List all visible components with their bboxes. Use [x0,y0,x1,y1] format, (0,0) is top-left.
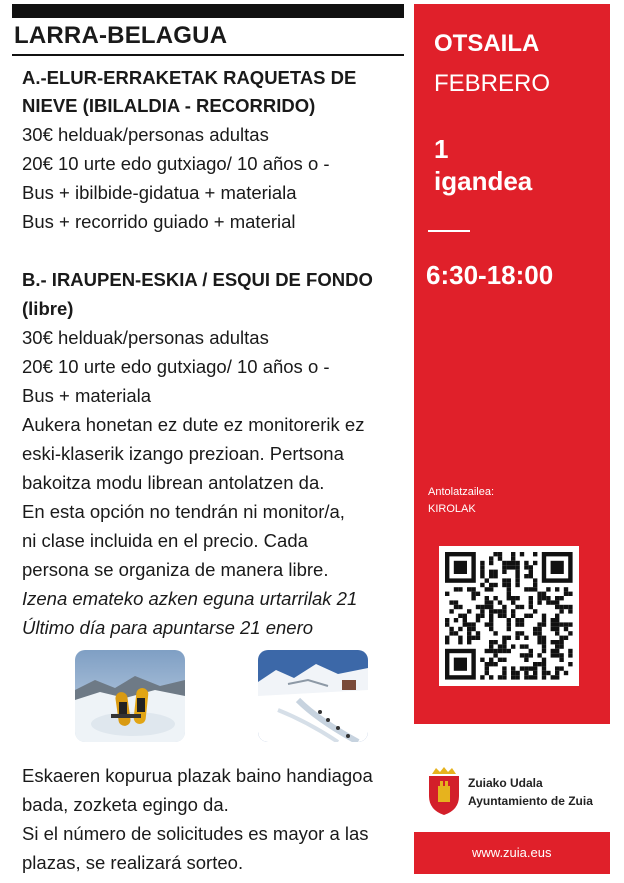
logo-text-eu: Zuiako Udala [468,776,543,790]
top-black-bar [12,4,404,18]
section-b-price-children: 20€ 10 urte edo gutxiago/ 10 años o - [22,356,330,377]
title-divider [12,54,404,56]
section-b-includes: Bus + materiala [22,385,152,406]
section-a-includes-eu: Bus + ibilbide-gidatua + materiala [22,182,297,203]
section-a-price-adults: 30€ helduak/personas adultas [22,124,269,145]
organizer-name: KIROLAK [428,503,476,515]
section-a-price-children: 20€ 10 urte edo gutxiago/ 10 años o - [22,153,330,174]
coat-of-arms-icon [426,766,462,816]
section-b-heading-line1: B.- IRAUPEN-ESKIA / ESQUI DE FONDO [22,269,373,290]
section-b-note-line1: Aukera honetan ez dute ez monitorerik ez [22,414,365,435]
section-b-note-line6: persona se organiza de manera libre. [22,559,329,580]
page-title: LARRA-BELAGUA [14,22,228,49]
section-b-price-adults: 30€ helduak/personas adultas [22,327,269,348]
qr-code[interactable] [439,546,579,686]
section-a-heading-line2: NIEVE (IBILALDIA - RECORRIDO) [22,95,316,116]
section-b-heading-line2: (libre) [22,298,74,319]
snowshoes-photo [75,650,185,742]
cross-country-ski-photo [258,650,368,742]
lottery-note-eu-line1: Eskaeren kopurua plazak baino handiagoa [22,765,373,786]
deadline-es: Último día para apuntarse 21 enero [22,617,314,638]
section-a-heading-line1: A.-ELUR-ERRAKETAK RAQUETAS DE [22,67,357,88]
logo-text-es: Ayuntamiento de Zuia [468,794,593,808]
lottery-note-eu-line2: bada, zozketa egingo da. [22,794,229,815]
lottery-note-es-line1: Si el número de solicitudes es mayor a las [22,823,369,844]
section-b-note-line2: eski-klaserik izango prezioan. Pertsona [22,443,344,464]
section-a-includes-es: Bus + recorrido guiado + material [22,211,296,232]
sidebar-divider [428,230,470,232]
event-weekday: igandea [434,166,533,196]
month-eu: OTSAILA [434,30,540,57]
deadline-eu: Izena emateko azken eguna urtarrilak 21 [22,588,358,609]
section-b-note-line3: bakoitza modu librean antolatzen da. [22,472,325,493]
event-time: 6:30-18:00 [426,260,554,290]
section-b-note-line4: En esta opción no tendrán ni monitor/a, [22,501,345,522]
section-b-note-line5: ni clase incluida en el precio. Cada [22,530,308,551]
lottery-note-es-line2: plazas, se realizará sorteo. [22,852,244,873]
event-day: 1 [434,134,449,164]
website-link[interactable]: www.zuia.eus [472,845,552,860]
month-es: FEBRERO [434,70,551,97]
organizer-label: Antolatzailea: [428,486,495,498]
